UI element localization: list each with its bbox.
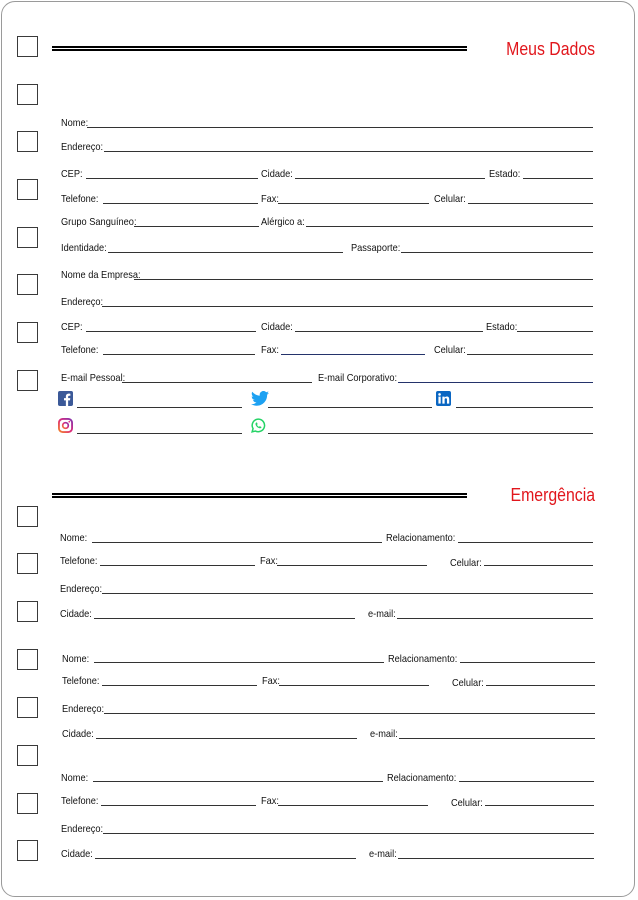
checkbox[interactable] — [17, 274, 38, 295]
field-cidade[interactable] — [96, 738, 357, 739]
label-fax: Fax: — [262, 675, 280, 687]
section-title-meus-dados: Meus Dados — [506, 39, 595, 59]
field-nome[interactable] — [92, 542, 382, 543]
planner-page — [1, 1, 635, 897]
label-email: e-mail: — [368, 608, 396, 620]
field-email-pessoal[interactable] — [122, 382, 312, 383]
checkbox[interactable] — [17, 649, 38, 670]
field-cep[interactable] — [86, 178, 258, 179]
label-identidade: Identidade: — [61, 242, 107, 254]
label-telefone: Telefone: — [61, 193, 99, 205]
field-whatsapp[interactable] — [268, 433, 593, 434]
checkbox[interactable] — [17, 179, 38, 200]
checkbox[interactable] — [17, 793, 38, 814]
label-email-corporativo: E-mail Corporativo: — [318, 372, 398, 384]
label-alergico: Alérgico a: — [261, 216, 305, 228]
label-celular: Celular: — [452, 677, 484, 689]
label-endereco: Endereço: — [60, 583, 103, 595]
label-endereco: Endereço: — [61, 823, 104, 835]
label-relacionamento: Relacionamento: — [386, 532, 456, 544]
label-nome-empresa: Nome da Empresa: — [61, 269, 141, 281]
label-fax: Fax: — [260, 555, 278, 567]
label-estado: Estado: — [489, 168, 521, 180]
checkbox[interactable] — [17, 840, 38, 861]
field-telefone[interactable] — [100, 565, 255, 566]
label-celular: Celular: — [451, 797, 483, 809]
field-endereco[interactable] — [104, 151, 593, 152]
label-celular: Celular: — [450, 557, 482, 569]
field-endereco[interactable] — [102, 593, 593, 594]
field-email[interactable] — [397, 618, 593, 619]
field-identidade[interactable] — [108, 252, 343, 253]
label-nome: Nome: — [61, 117, 89, 129]
field-instagram[interactable] — [77, 433, 242, 434]
field-relacionamento[interactable] — [458, 542, 593, 543]
label-email: e-mail: — [370, 728, 398, 740]
twitter-icon — [251, 391, 269, 406]
field-grupo-sanguineo[interactable] — [134, 226, 259, 227]
field-telefone[interactable] — [101, 805, 256, 806]
field-relacionamento[interactable] — [459, 781, 594, 782]
field-celular[interactable] — [485, 805, 594, 806]
field-relacionamento[interactable] — [460, 662, 595, 663]
field-celular[interactable] — [486, 685, 595, 686]
checkbox[interactable] — [17, 601, 38, 622]
field-cidade[interactable] — [295, 178, 485, 179]
field-cidade-empresa[interactable] — [295, 331, 483, 332]
label-cep-empresa: CEP: — [61, 321, 83, 333]
field-email-corporativo[interactable] — [398, 382, 593, 383]
label-cidade: Cidade: — [261, 168, 293, 180]
field-fax-empresa[interactable] — [281, 354, 425, 355]
instagram-icon — [58, 418, 73, 433]
label-email-pessoal: E-mail Pessoal: — [61, 372, 126, 384]
label-relacionamento: Relacionamento: — [388, 653, 458, 665]
label-cep: CEP: — [61, 168, 83, 180]
field-endereco[interactable] — [103, 833, 594, 834]
label-fax: Fax: — [261, 193, 279, 205]
field-twitter[interactable] — [268, 407, 432, 408]
label-fax: Fax: — [261, 795, 279, 807]
linkedin-icon — [436, 391, 451, 406]
label-cidade: Cidade: — [60, 608, 92, 620]
field-telefone-empresa[interactable] — [103, 354, 255, 355]
checkbox[interactable] — [17, 506, 38, 527]
field-alergico[interactable] — [306, 226, 593, 227]
field-facebook[interactable] — [77, 407, 242, 408]
header-rule — [52, 46, 467, 51]
field-cidade[interactable] — [94, 618, 355, 619]
field-celular[interactable] — [484, 565, 593, 566]
checkbox[interactable] — [17, 553, 38, 574]
label-telefone: Telefone: — [62, 675, 100, 687]
field-nome-empresa[interactable] — [134, 279, 593, 280]
field-email[interactable] — [399, 738, 595, 739]
label-endereco: Endereço: — [61, 141, 104, 153]
label-passaporte: Passaporte: — [351, 242, 401, 254]
label-celular: Celular: — [434, 193, 466, 205]
checkbox[interactable] — [17, 322, 38, 343]
field-fax[interactable] — [277, 565, 427, 566]
field-estado[interactable] — [523, 178, 593, 179]
label-celular-empresa: Celular: — [434, 344, 466, 356]
label-telefone: Telefone: — [60, 555, 98, 567]
field-telefone[interactable] — [102, 685, 257, 686]
label-nome: Nome: — [60, 532, 88, 544]
label-nome: Nome: — [61, 772, 89, 784]
checkbox[interactable] — [17, 745, 38, 766]
label-cidade: Cidade: — [62, 728, 94, 740]
label-estado-empresa: Estado: — [486, 321, 518, 333]
label-cidade-empresa: Cidade: — [261, 321, 293, 333]
whatsapp-icon — [251, 418, 266, 433]
checkbox[interactable] — [17, 227, 38, 248]
checkbox[interactable] — [17, 370, 38, 391]
label-endereco-empresa: Endereço: — [61, 296, 104, 308]
field-endereco[interactable] — [104, 713, 595, 714]
field-fax[interactable] — [279, 685, 429, 686]
checkbox[interactable] — [17, 36, 38, 57]
field-celular[interactable] — [468, 203, 593, 204]
checkbox[interactable] — [17, 697, 38, 718]
field-linkedin[interactable] — [456, 407, 593, 408]
field-nome[interactable] — [93, 781, 383, 782]
field-telefone[interactable] — [103, 203, 258, 204]
label-cidade: Cidade: — [61, 848, 93, 860]
field-nome[interactable] — [87, 127, 593, 128]
label-telefone: Telefone: — [61, 795, 99, 807]
label-email: e-mail: — [369, 848, 397, 860]
field-nome[interactable] — [94, 662, 384, 663]
label-telefone-empresa: Telefone: — [61, 344, 99, 356]
field-cep-empresa[interactable] — [86, 331, 256, 332]
field-estado-empresa[interactable] — [517, 331, 593, 332]
checkbox[interactable] — [17, 84, 38, 105]
field-endereco-empresa[interactable] — [102, 306, 593, 307]
label-grupo-sanguineo: Grupo Sanguíneo: — [61, 216, 137, 228]
label-fax-empresa: Fax: — [261, 344, 279, 356]
label-nome: Nome: — [62, 653, 90, 665]
field-cidade[interactable] — [95, 858, 356, 859]
field-email[interactable] — [398, 858, 594, 859]
field-fax[interactable] — [278, 203, 429, 204]
section-title-emergencia: Emergência — [510, 485, 595, 505]
field-celular-empresa[interactable] — [467, 354, 593, 355]
facebook-icon — [58, 391, 73, 406]
label-relacionamento: Relacionamento: — [387, 772, 457, 784]
field-fax[interactable] — [278, 805, 428, 806]
label-endereco: Endereço: — [62, 703, 105, 715]
header-rule — [52, 493, 467, 498]
checkbox[interactable] — [17, 131, 38, 152]
field-passaporte[interactable] — [401, 252, 593, 253]
